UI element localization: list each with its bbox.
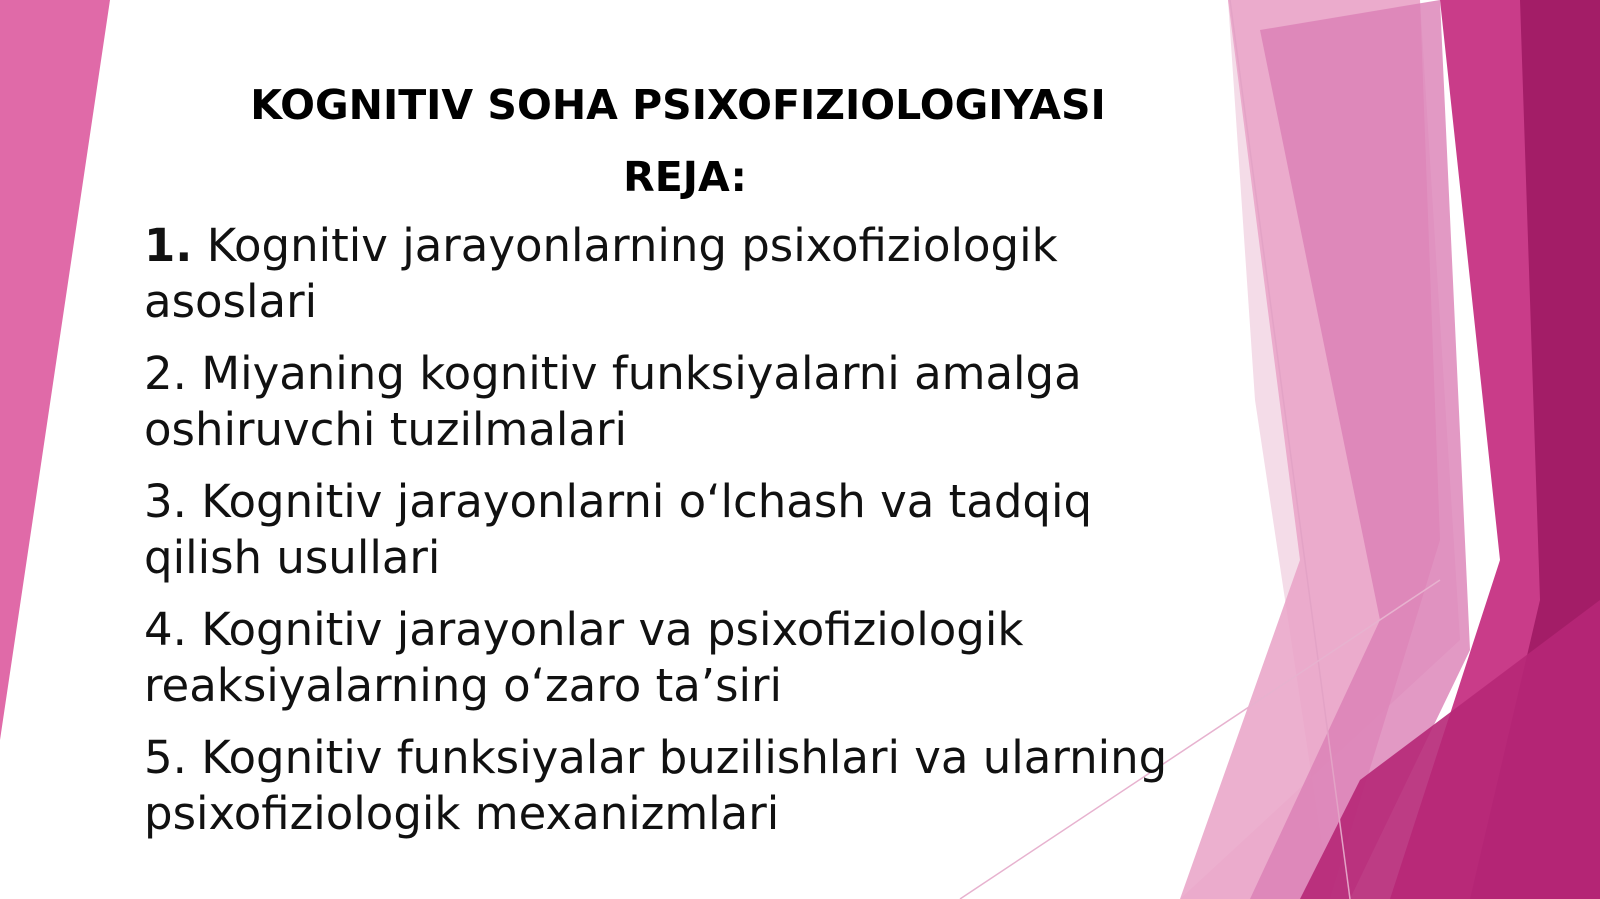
plan-item-number: 2.	[144, 347, 187, 400]
plan-item-1	[144, 218, 1224, 330]
plan-item-number: 1.	[144, 219, 193, 272]
plan-item-text: Kognitiv funksiyalar buzilishlari va ularning psixofiziologik mexanizmlari	[144, 731, 1168, 840]
plan-item-text: Miyaning kognitiv funksiyalarni amalga oshiruvchi tuzilmalari	[144, 347, 1082, 456]
slide-subtitle: REJA:	[623, 153, 747, 201]
slide-title: KOGNITIV SOHA PSIXOFIZIOLOGIYASI	[250, 81, 1106, 129]
plan-list	[144, 218, 1224, 858]
plan-item-text: Kognitiv jarayonlarning psixofiziologik asoslari	[144, 219, 1058, 328]
plan-item-4	[144, 602, 1224, 714]
plan-item-text: Kognitiv jarayonlar va psixofiziologik reaksiyalarning o‘zaro ta’siri	[144, 603, 1024, 712]
plan-item-number: 5.	[144, 731, 187, 784]
plan-item-number: 3.	[144, 475, 187, 528]
plan-item-5	[144, 730, 1224, 842]
plan-item-text: Kognitiv jarayonlarni o‘lchash va tadqiq qilish usullari	[144, 475, 1093, 584]
plan-item-number: 4.	[144, 603, 187, 656]
plan-item-2	[144, 346, 1224, 458]
plan-item-3	[144, 474, 1224, 586]
